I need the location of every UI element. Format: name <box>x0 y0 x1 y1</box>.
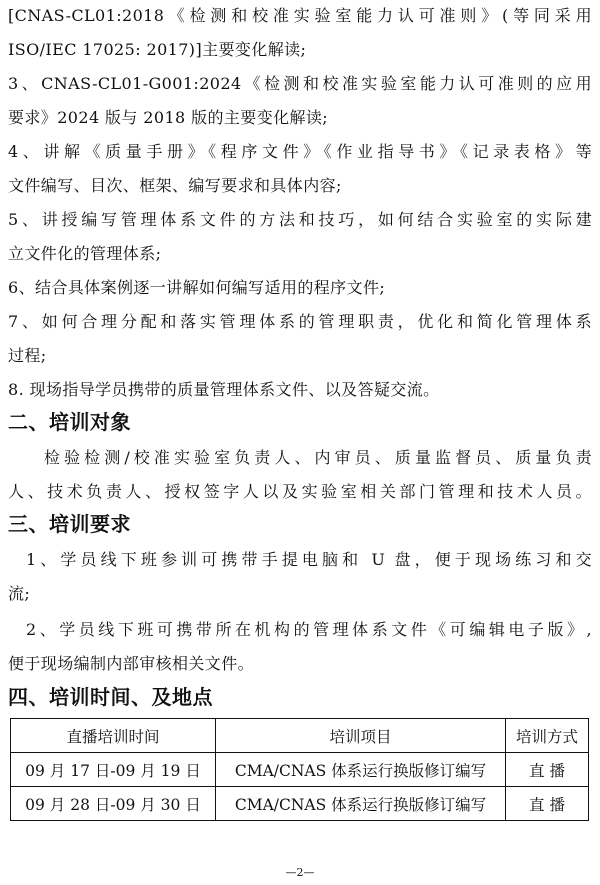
schedule-table <box>10 718 589 821</box>
body-line-2: ISO/IEC 17025: 2017)]主要变化解读; <box>8 40 307 59</box>
section-heading-requirements: 三、培训要求 <box>8 512 131 536</box>
body-line-7: 5、讲授编写管理体系文件的方法和技巧，如何结合实验室的实际建 <box>8 210 592 229</box>
body-line-1: [CNAS-CL01:2018《检测和校准实验室能力认可准则》(等同采用 <box>8 6 592 25</box>
body-line-10: 7、如何合理分配和落实管理体系的管理职责，优化和简化管理体系 <box>8 312 592 331</box>
row-method: 直 播 <box>506 787 589 821</box>
body-line-9: 6、结合具体案例逐一讲解如何编写适用的程序文件; <box>8 278 386 297</box>
header-time: 直播培训时间 <box>11 719 216 753</box>
page-number: —2— <box>285 866 315 879</box>
header-method: 培训方式 <box>506 719 589 753</box>
row-project: CMA/CNAS 体系运行换版修订编写 <box>216 787 506 821</box>
requirements-line-3: 2、学员线下班可携带所在机构的管理体系文件《可编辑电子版》, <box>26 620 592 639</box>
requirements-line-1: 1、学员线下班参训可携带手提电脑和 U 盘，便于现场练习和交 <box>26 550 592 569</box>
table-row <box>11 787 589 821</box>
section-heading-schedule: 四、培训时间、及地点 <box>8 685 213 709</box>
row-project: CMA/CNAS 体系运行换版修订编写 <box>216 753 506 787</box>
row-method: 直 播 <box>506 753 589 787</box>
body-line-5: 4、讲解《质量手册》《程序文件》《作业指导书》《记录表格》等 <box>8 142 592 161</box>
row-time: 09 月 17 日-09 月 19 日 <box>11 753 216 787</box>
table-header-row <box>11 719 589 753</box>
body-line-8: 立文件化的管理体系; <box>8 244 162 263</box>
body-line-3: 3、CNAS-CL01-G001:2024《检测和校准实验室能力认可准则的应用 <box>8 74 592 93</box>
requirements-line-4: 便于现场编制内部审核相关文件。 <box>8 654 255 673</box>
trainees-line-1: 检验检测/校准实验室负责人、内审员、质量监督员、质量负责 <box>44 448 592 467</box>
body-line-11: 过程; <box>8 346 47 365</box>
header-project: 培训项目 <box>216 719 506 753</box>
trainees-line-2: 人、技术负责人、授权签字人以及实验室相关部门管理和技术人员。 <box>8 482 592 501</box>
body-line-12: 8. 现场指导学员携带的质量管理体系文件、以及答疑交流。 <box>8 380 440 399</box>
body-line-6: 文件编写、目次、框架、编写要求和具体内容; <box>8 176 342 195</box>
table-row <box>11 753 589 787</box>
body-line-4: 要求》2024 版与 2018 版的主要变化解读; <box>8 108 329 127</box>
row-time: 09 月 28 日-09 月 30 日 <box>11 787 216 821</box>
section-heading-trainees: 二、培训对象 <box>8 410 131 434</box>
requirements-line-2: 流; <box>8 584 31 603</box>
